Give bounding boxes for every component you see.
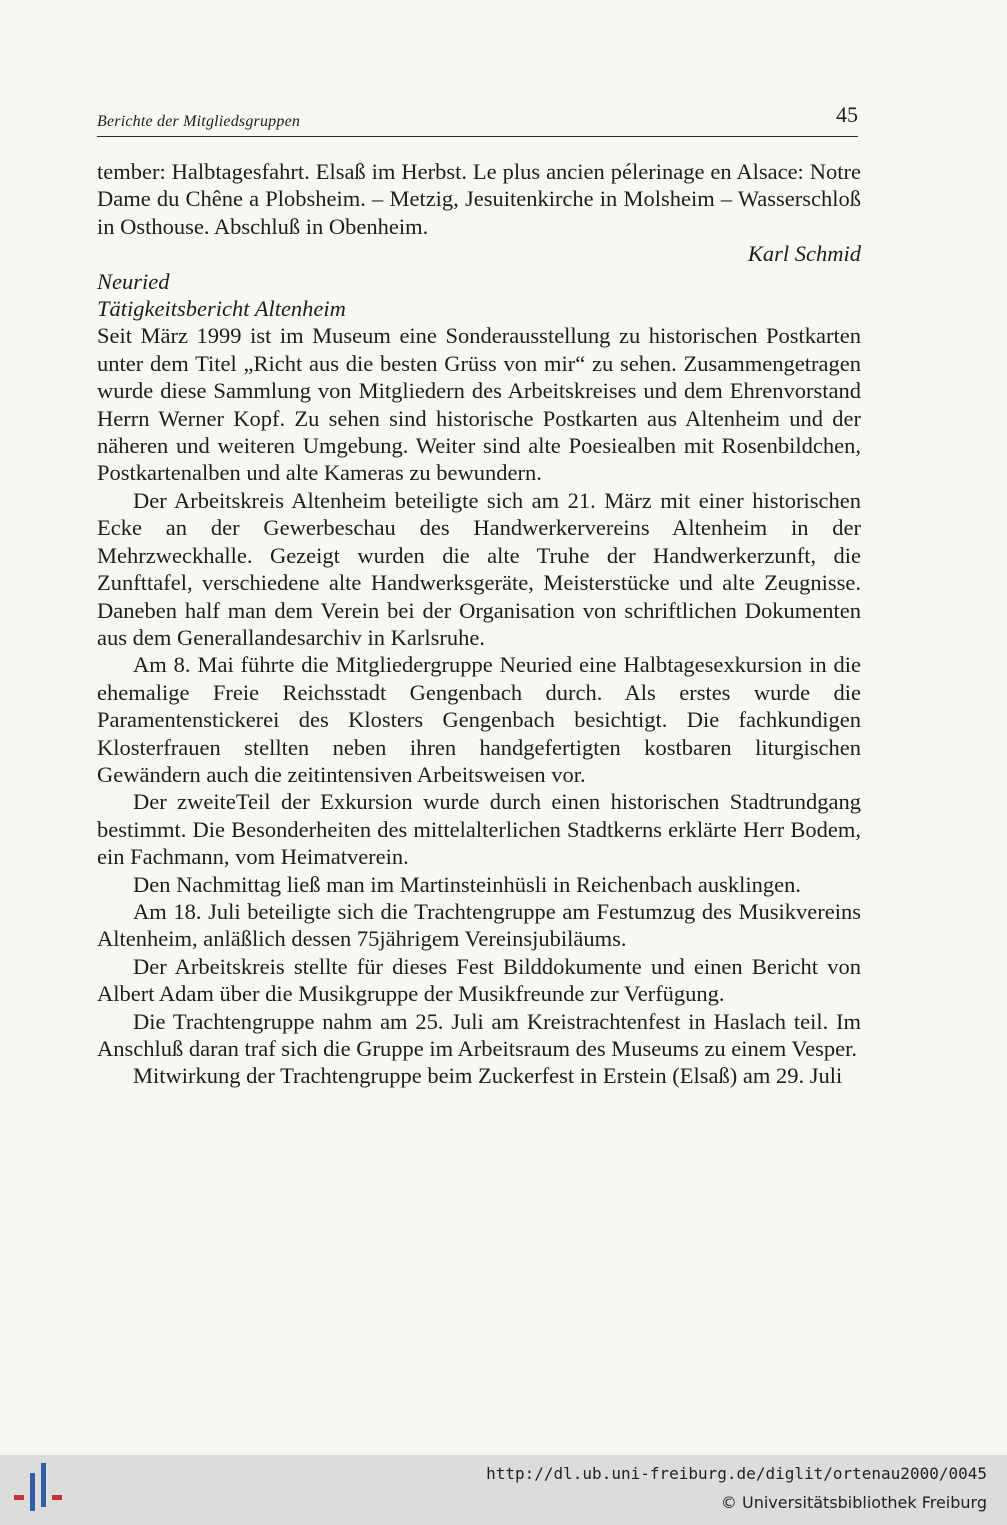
author-signature: Karl Schmid xyxy=(747,241,861,267)
copyright-notice: © Universitätsbibliothek Freiburg xyxy=(720,1493,987,1512)
section-heading-taetigkeitsbericht: Tätigkeitsbericht Altenheim xyxy=(97,296,346,322)
paragraph-intro: tember: Halbtagesfahrt. Elsaß im Herbst. Le plus ancien pélerinage en Alsace: Notre Dame du Chêne a Plobsheim. – Metzig, Jesuitenkirche in Molsheim – Wasserschloß in Osthouse. Abschluß in Obenheim. xyxy=(97,159,861,239)
paragraph-festumzug: Am 18. Juli beteiligte sich die Trachtengruppe am Festumzug des Musikvereins Altenheim, anläßlich dessen 75jährigem Vereinsjubiläums. xyxy=(97,898,861,952)
paragraph-stadtrundgang: Der zweiteTeil der Exkursion wurde durch einen historischen Stadtrundgang bestimmt. Die Besonderheiten des mittelalterlichen Stadtkerns erklärte Herr Bodem, ein Fachmann, vom Heimatverein. xyxy=(97,789,861,870)
footer-bar xyxy=(0,1455,1007,1525)
running-head xyxy=(97,102,858,137)
running-title: Berichte der Mitgliedsgruppen xyxy=(97,113,301,130)
page-number: 45 xyxy=(836,102,858,127)
section-heading-neuried: Neuried xyxy=(97,268,170,294)
paragraph-kreistrachtenfest: Die Trachtengruppe nahm am 25. Juli am Kreistrachtenfest in Haslach teil. Im Anschluß daran traf sich die Gruppe im Arbeitsraum des Museums zu einem Vesper. xyxy=(97,1008,861,1061)
paragraph-nachmittag: Den Nachmittag ließ man im Martinsteinhüsli in Reichenbach ausklingen. xyxy=(133,871,801,897)
paragraph-exkursion: Am 8. Mai führte die Mitgliedergruppe Neuried eine Halbtagesexkursion in die ehemalige Freie Reichsstadt Gengenbach durch. Als erstes wurde die Paramentenstickerei des Klosters Gengenbach besichtigt. Die fachkundigen Klosterfrauen stellten neben ihren handgefertigten kostbaren liturgischen Gewändern auch die zeitintensiven Arbeitsweisen vor. xyxy=(97,652,861,787)
paragraph-bilddokumente: Der Arbeitskreis stellte für dieses Fest Bilddokumente und einen Bericht von Albert Adam über die Musikgruppe der Musikfreunde zur Verfügung. xyxy=(97,953,861,1007)
paragraph-postkarten: Seit März 1999 ist im Museum eine Sonderausstellung zu historischen Postkarten unter dem Titel „Richt aus die besten Grüss von mir“ zu sehen. Zusammengetragen wurde diese Sammlung von Mitgliedern des Arbeitskreises und dem Ehrenvorstand Herrn Werner Kopf. Zu sehen sind historische Postkarten aus Altenheim und der näheren und weiteren Umgebung. Weiter sind alte Poesiealben mit Rosenbildchen, Postkartenalben und alte Kameras zu bewundern. xyxy=(97,323,861,486)
ub-freiburg-logo-icon[interactable] xyxy=(10,1461,66,1517)
permalink-url[interactable]: http://dl.ub.uni-freiburg.de/diglit/ortenau2000/0045 xyxy=(486,1464,987,1483)
paragraph-zuckerfest: Mitwirkung der Trachtengruppe beim Zuckerfest in Erstein (Elsaß) am 29. Juli xyxy=(133,1063,843,1089)
paragraph-gewerbeschau: Der Arbeitskreis Altenheim beteiligte sich am 21. März mit einer historischen Ecke an der Gewerbeschau des Handwerkervereins Altenheim in der Mehrzweckhalle. Gezeigt wurden die alte Truhe der Handwerkerzunft, die Zunfttafel, verschiedene alte Handwerksgeräte, Meisterstücke und alte Zeugnisse. Daneben half man dem Verein bei der Organisation von schriftlichen Dokumenten aus dem Generallandesarchiv in Karlsruhe. xyxy=(97,487,861,650)
body-text xyxy=(97,158,861,1090)
